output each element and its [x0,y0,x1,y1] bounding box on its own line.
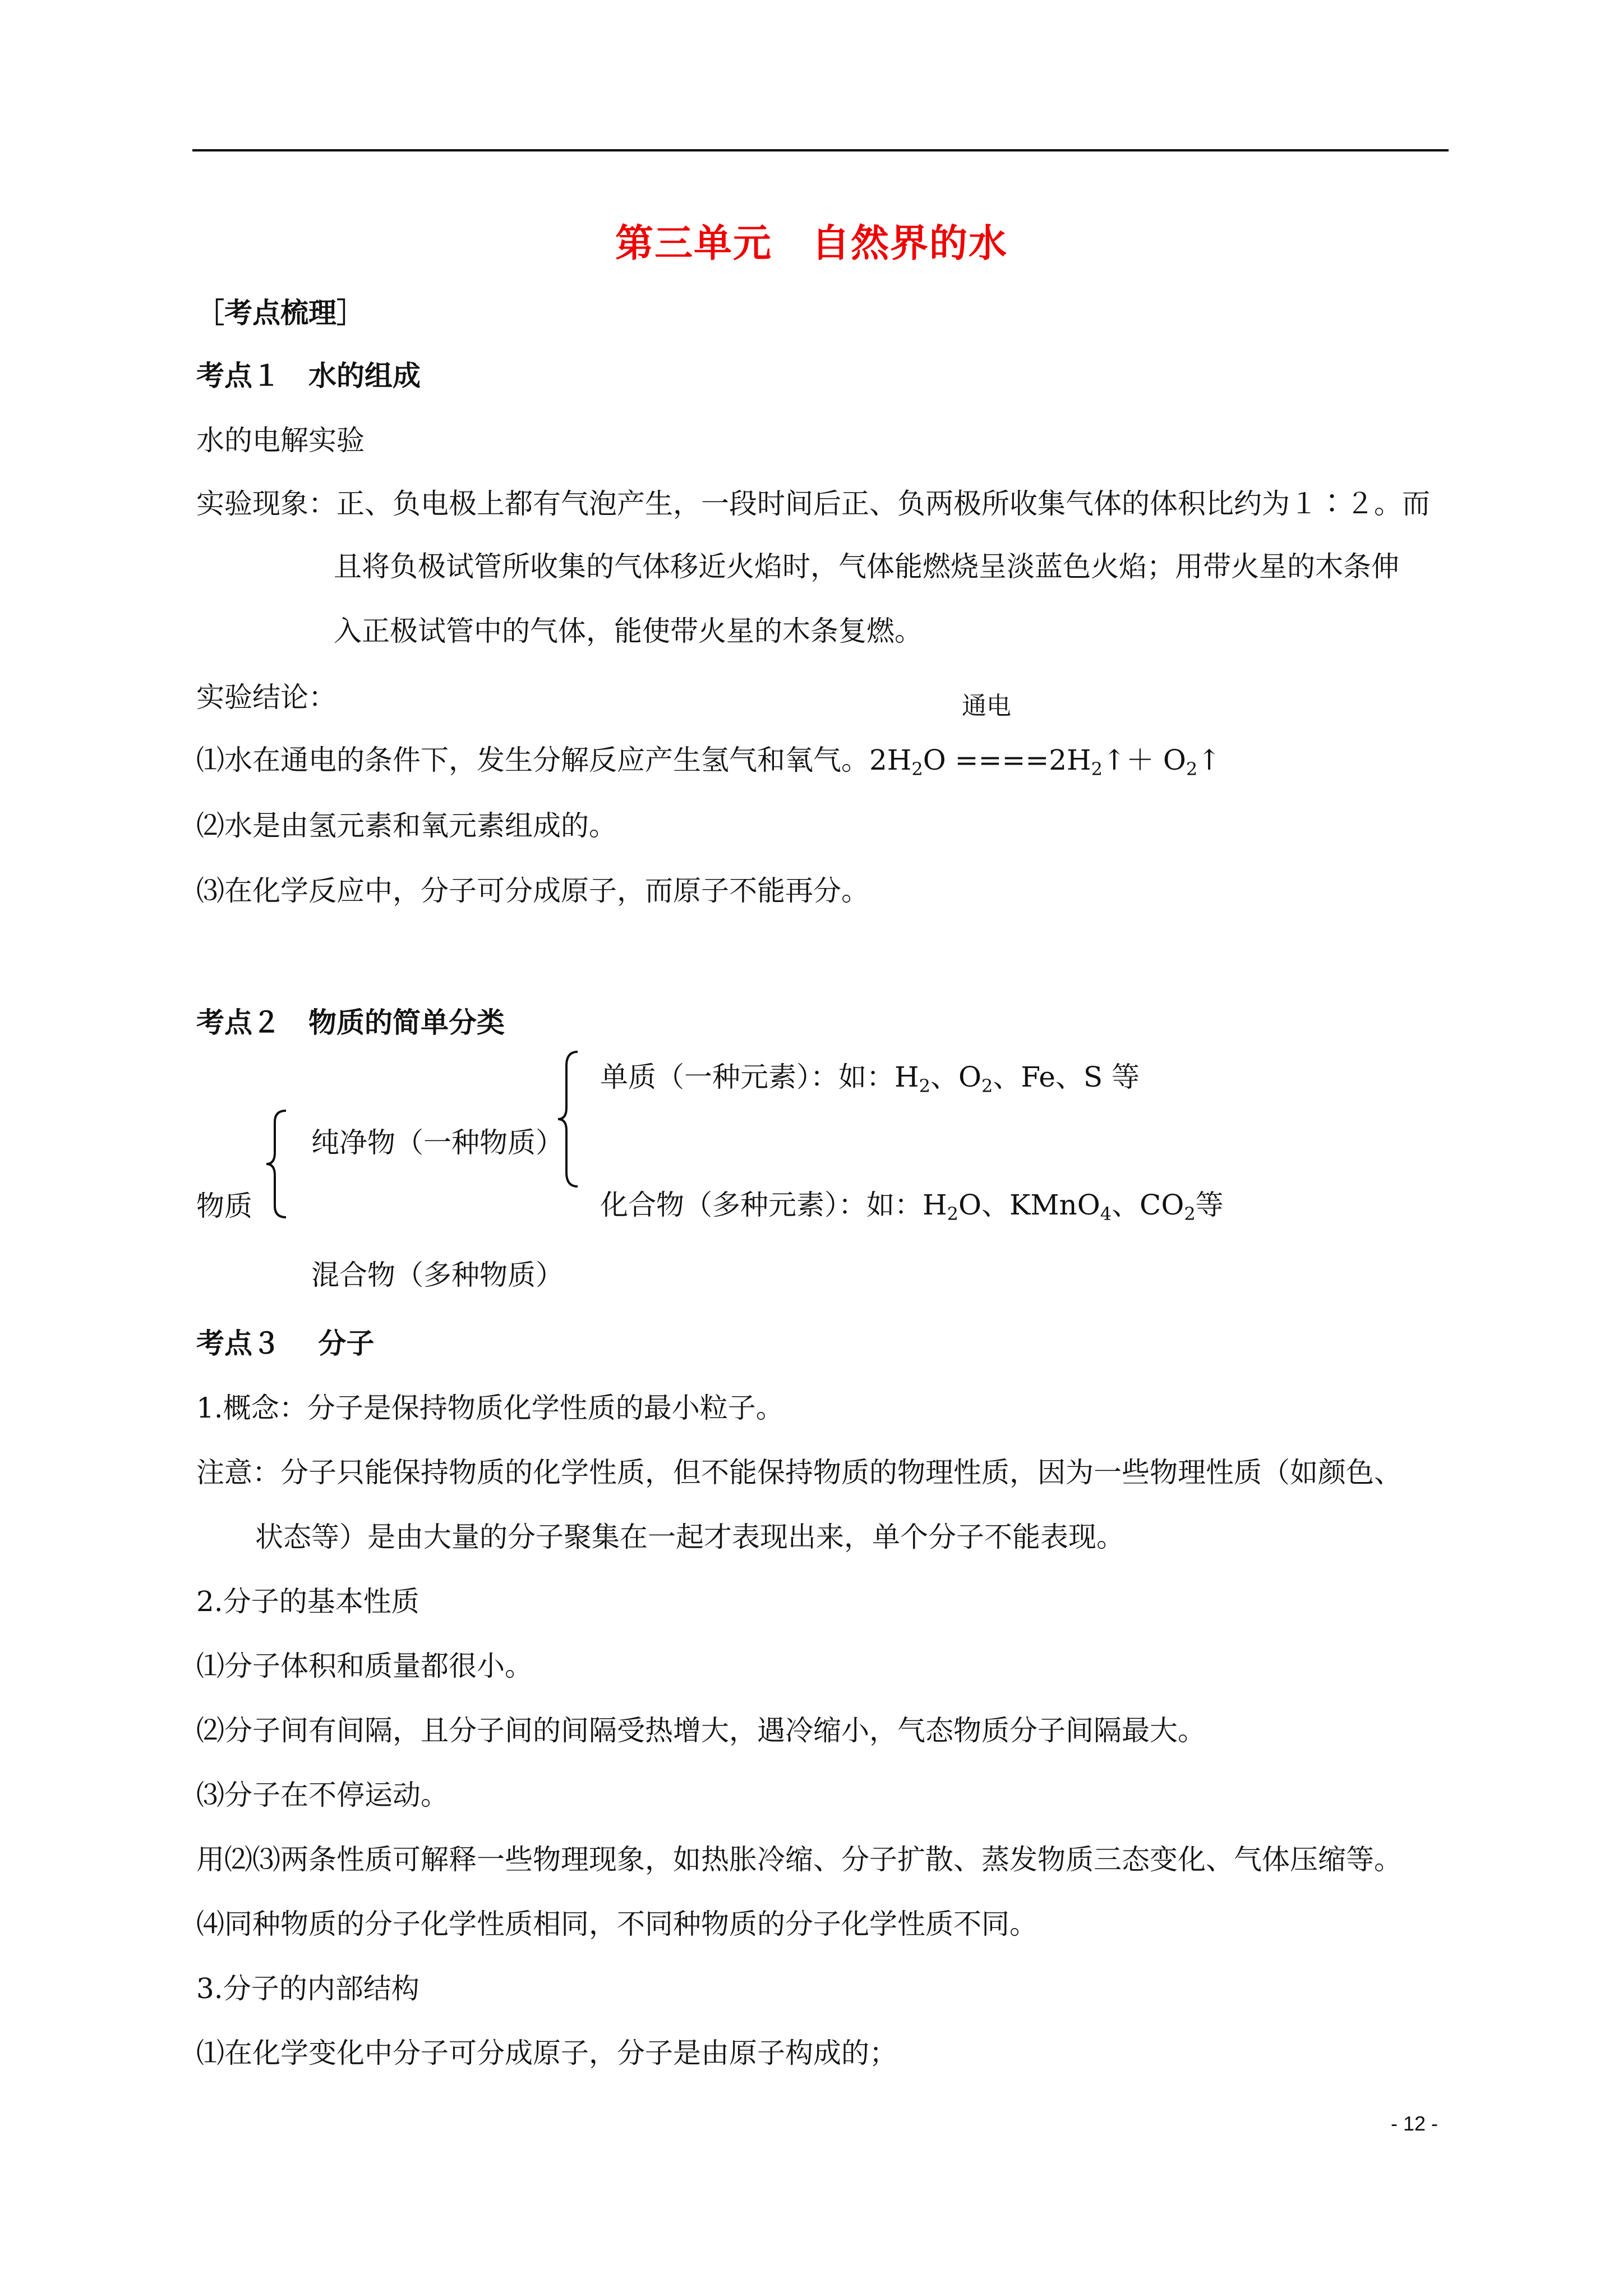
note-line-1: 注意：分子只能保持物质的化学性质，但不能保持物质的物理性质，因为一些物理性质（如颜色、 [196,1456,1402,1489]
formula-sub: 2 [981,1075,993,1097]
formula-part: 等 [1195,1189,1224,1221]
formula-sub: 2 [1184,1203,1196,1225]
phenomenon-text-1: 正、负电极上都有气泡产生，一段时间后正、负两极所收集气体的体积比约为１∶２。而 [336,487,1430,520]
phenomenon-line-3: 入正极试管中的气体，能使带火星的木条复燃。 [334,615,923,647]
mixture: 混合物（多种物质） [311,1259,564,1291]
phenomenon-line-1 [196,487,1430,521]
electrolysis-equation [869,744,1221,780]
eq-part: O ====2H [923,744,1091,776]
page-title: 第三单元 自然界的水 [615,221,1008,266]
props-heading: 2.分子的基本性质 [196,1585,419,1618]
eq-sub: 2 [1186,758,1198,780]
property-2: ⑵分子间有间隔，且分子间的间隔受热增大，遇冷缩小，气态物质分子间隔最大。 [196,1714,1206,1747]
right-brace-icon [555,1049,583,1189]
eq-sub: 2 [911,758,923,780]
reaction-condition: 通电 [962,692,1011,720]
section-header: ［考点梳理］ [196,296,365,329]
topic1-heading: 考点１ 水的组成 [196,359,421,392]
formula-part: 、Fe、S 等 [993,1061,1140,1093]
topic3-heading: 考点３ 分子 [196,1327,375,1360]
formula-part: 单质（一种元素）：如：H [600,1061,919,1093]
formula-part: 、CO [1112,1189,1184,1221]
eq-sub: 2 [1091,758,1103,780]
property-explanation: 用⑵⑶两条性质可解释一些物理现象，如热胀冷缩、分子扩散、蒸发物质三态变化、气体压缩等。 [196,1843,1402,1876]
formula-sub: 4 [1100,1203,1112,1225]
compound-line [600,1188,1224,1231]
structure-heading: 3.分子的内部结构 [196,1972,419,2005]
eq-part: ↑＋ O [1103,744,1186,776]
property-3: ⑶分子在不停运动。 [196,1779,449,1811]
phenomenon-label: 实验现象： [196,487,336,520]
formula-part: 化合物（多种元素）：如：H [600,1189,947,1221]
formula-sub: 2 [919,1075,930,1097]
header-rule [192,149,1449,151]
property-1: ⑴分子体积和质量都很小。 [196,1650,533,1682]
formula-sub: 2 [947,1203,958,1225]
conclusion-label: 实验结论： [196,681,336,714]
property-4: ⑷同种物质的分子化学性质相同，不同种物质的分子化学性质不同。 [196,1908,1038,1940]
structure-1: ⑴在化学变化中分子可分成原子，分子是由原子构成的； [196,2037,897,2069]
concept: 1.概念：分子是保持物质化学性质的最小粒子。 [196,1392,784,1424]
element-line [600,1060,1140,1103]
conclusion-2: ⑵水是由氢元素和氧元素组成的。 [196,809,617,842]
page-number: - 12 - [1390,2112,1438,2135]
matter-label: 物质 [196,1190,252,1222]
conclusion-1 [196,743,1221,786]
formula-part: O、KMnO [958,1189,1100,1221]
topic2-heading: 考点２ 物质的简单分类 [196,1006,505,1039]
note-line-2: 状态等）是由大量的分子聚集在一起才表现出来，单个分子不能表现。 [255,1521,1124,1553]
left-brace-icon [264,1108,292,1220]
conclusion-3: ⑶在化学反应中，分子可分成原子，而原子不能再分。 [196,875,869,907]
phenomenon-line-2: 且将负极试管所收集的气体移近火焰时，气体能燃烧呈淡蓝色火焰；用带火星的木条伸 [334,550,1399,583]
eq-part: ↑ [1197,744,1221,776]
pure-substance: 纯净物（一种物质） [311,1126,564,1159]
conclusion-1-text: ⑴水在通电的条件下，发生分解反应产生氢气和氧气。 [196,744,869,776]
formula-part: 、O [930,1061,981,1093]
topic1-subheading: 水的电解实验 [196,424,365,457]
eq-part: 2H [869,744,912,776]
